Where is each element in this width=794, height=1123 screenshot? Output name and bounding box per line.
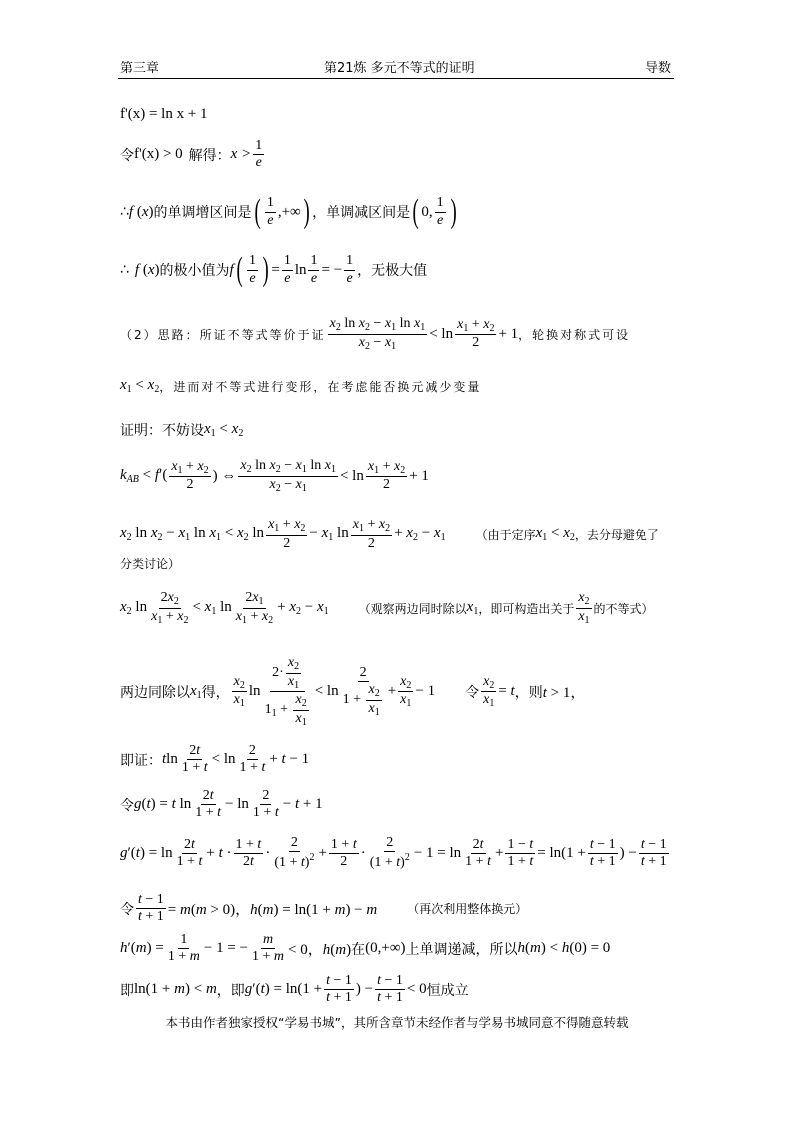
expanded-inequality: $x_2$ $\ln x_2 - x_1$ $\ln x_1 < x_2$ ln $\frac{x_1 + x_2}{2}$ − $x_1$ ln $\frac{x_1 + x_2}{2}$ + $x_2 - x_1$ （由于定序 $x_1 < x_2$ ，去分母避免了 <box>120 517 659 551</box>
then-word: ，则 <box>514 684 543 701</box>
divide-note-3: 的不等式） <box>593 601 654 616</box>
idea-continuation: $x_1 < x_2$ ，进而对不等式进行变形，在考虑能否换元减少变量 <box>120 377 482 395</box>
decreasing-word: 上单调递减，所以 <box>405 941 518 958</box>
let-word: 令 <box>120 147 134 164</box>
log-inequality: $x_2$ ln $\frac{2x_2}{x_1 + x_2}$ < $x_1$ ln $\frac{2x_1}{x_1 + x_2}$ + $x_2 - x_1$ （观察两边同时除以 $x_1$ ，即可构造出关于 $\frac{x_2}{x_1}$ 的不等式） <box>120 590 654 626</box>
h-derivative: h′(m) = $\frac{1}{1 + m}$ − 1 = − $\frac{m}{1 + m}$ < 0，h(m) 在 (0,+∞) 上单调递减，所以 h(m) < h(0) = 0 <box>120 932 611 965</box>
idea-paragraph: （2）思路：所证不等式等价于证 $\frac{x_2 \ln x_2 - x_1 \ln x_1}{x_2 - x_1}$ < ln $\frac{x_1 + x_2}{2}$ + 1 ，轮换对称式可设 <box>120 316 631 352</box>
classification-note: 分类讨论） <box>120 557 181 571</box>
derivative-text: f'(x) = ln x + 1 <box>120 106 208 122</box>
idea-continuation-text: ，进而对不等式进行变形，在考虑能否换元减少变量 <box>159 379 482 394</box>
therefore-symbol: ∴ <box>120 204 129 220</box>
always-holds: 恒成立 <box>426 982 469 999</box>
header-rule <box>118 78 674 79</box>
divide-note-2: ，即可构造出关于 <box>478 601 575 616</box>
order-note: （由于定序 <box>475 527 536 542</box>
minimum-value: ∴ f (x) 的极小值为 f ( $\frac{1}{e}$ ) = $\frac{1}{e}$ ln $\frac{1}{e}$ = − $\frac{1}{e}$ ，无极大值 <box>120 251 428 288</box>
solve-result: x > <box>230 146 252 163</box>
decreasing-interval-label: ，单调减区间是 <box>312 205 411 221</box>
idea-tail: ，轮换对称式可设 <box>518 327 631 342</box>
note-continuation <box>120 555 180 572</box>
order-note-2: ，去分母避免了 <box>574 527 659 542</box>
idea-text: （2）思路：所证不等式等价于证 <box>120 327 326 342</box>
g-definition: 令 g(t) = t ln $\frac{2t}{1 + t}$ − ln $\frac{2}{1 + t}$ − t + 1 <box>120 788 323 821</box>
therefore-symbol-2: ∴ <box>120 262 129 278</box>
conclusion: 即 ln(1 + m) < m ，即 g′(t) = ln(1 + $\frac{t - 1}{t + 1}$ ) − $\frac{t - 1}{t + 1}$ < 0 恒成立 <box>120 973 469 1006</box>
monotonic-intervals: ∴ f (x) 的单调增区间是 ( $\frac{1}{e}$ ,+∞ ) ，单调减区间是 ( 0, $\frac{1}{e}$ ) <box>120 193 457 230</box>
prove-prefix: 即证： <box>120 752 162 769</box>
on-word: 在 <box>351 941 366 958</box>
let-word-3: 令 <box>120 797 134 814</box>
divided-inequality: 两边同除以 $x_1$ 得， $\frac{x_2}{x_1}$ ln 2· $\frac{x_2}{x_1}$ $1_1$ + $\frac{x_2}{x_1}$ < ln 2 1 + $\frac{x_2}{x_1}$ + $\frac{x_2}{x_1}$ − 1 令 $\frac{x_2}{x_1}$ = t ，则 t > 1， <box>120 655 586 728</box>
header-subject: 导数 <box>645 61 672 76</box>
condition-expr: f'(x) > 0 <box>134 146 183 163</box>
proof-start: 证明：不妨设 $x_1 < x_2$ <box>120 421 244 439</box>
proof-start-text: 证明：不妨设 <box>120 423 204 439</box>
g-derivative: g′(t) = ln $\frac{2t}{1 + t}$ + t · $\frac{1 + t}{2t}$ · $\frac{2}{(1 + t)^2}$ + $\frac{1 + t}{2}$ · $\frac{2}{(1 + t)^2}$ − 1 = ln $\frac{2t}{1 + t}$ + $\frac{1 - t}{1 + t}$ = ln(1 + $\frac{t - 1}{t + 1}$ ) − $\frac{t - 1}{t + 1}$ <box>120 835 667 871</box>
header-chapter: 第三章 <box>120 61 160 76</box>
solve-word: 解得： <box>188 147 231 164</box>
minimum-label: 的极小值为 <box>159 263 230 279</box>
divide-get: 得， <box>201 684 230 701</box>
one-over-e: $\frac{1}{e}$ <box>255 138 263 171</box>
namely-word: 即 <box>120 982 134 999</box>
namely-word-2: ，即 <box>216 982 245 999</box>
let-word-2: 令 <box>465 684 480 701</box>
m-substitution: 令 $\frac{t - 1}{t + 1}$ = m(m > 0)，h(m) = ln(1 + m) − m （再次利用整体换元） <box>120 892 528 925</box>
increasing-interval-label: 的单调增区间是 <box>153 205 252 221</box>
increasing-condition <box>120 138 266 171</box>
header-title: 第21炼 多元不等式的证明 <box>324 61 475 76</box>
substitution-note: （再次利用整体换元） <box>407 902 528 917</box>
no-maximum: ，无极大值 <box>357 263 428 279</box>
divide-note: （观察两边同时除以 <box>358 601 467 616</box>
reduced-inequality: 即证： t ln $\frac{2t}{1 + t}$ < ln $\frac{2}{1 + t}$ + t − 1 <box>120 743 310 776</box>
let-word-4: 令 <box>120 901 134 918</box>
copyright-footer: 本书由作者独家授权“学易书城”，其所含章节未经作者与学易书城同意不得随意转载 <box>165 1015 629 1030</box>
derivative-formula <box>120 106 208 123</box>
slope-equivalence: $k_{AB} < f'$( $\frac{x_1 + x_2}{2}$ ) ⇔ $\frac{x_2 \ln x_2 - x_1 \ln x_1}{x_2 - x_1}$ < ln $\frac{x_1 + x_2}{2}$ + 1 <box>120 458 429 494</box>
divide-prefix: 两边同除以 <box>120 684 190 701</box>
